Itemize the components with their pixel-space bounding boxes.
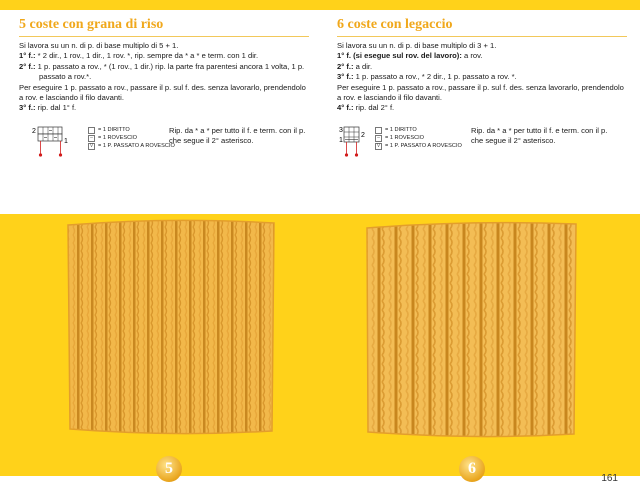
right-row4-text: rip. dal 2° f. xyxy=(355,103,395,113)
swatch-photo-6 xyxy=(364,220,580,438)
legend-knit-right xyxy=(375,126,462,134)
swatch-number-badge-5: 5 xyxy=(156,456,182,482)
legend-purl xyxy=(88,134,175,142)
right-instructions xyxy=(337,41,627,114)
left-row2-text-a: 1 p. passato a rov., * (1 rov., 1 dir.) rip. la parte fra parentesi ancora 1 volta, 1 p. xyxy=(37,61,305,71)
purl-symbol-icon: – xyxy=(88,135,95,142)
right-row2-text: a dir. xyxy=(355,61,373,71)
right-row1-label: 1° f. (si esegue sul rov. del lavoro): xyxy=(337,51,462,61)
left-chart-row-bottom: 1 xyxy=(64,138,68,145)
legend-knit-label: = 1 DIRITTO xyxy=(98,127,130,133)
legend-slip xyxy=(88,142,175,150)
right-stitch-chart xyxy=(339,124,379,164)
right-chart-row-2: 2 xyxy=(361,132,365,139)
legend-knit-label-right: = 1 DIRITTO xyxy=(385,127,417,133)
left-row3-text: rip. dal 1° f. xyxy=(37,103,77,113)
slip-symbol-icon: V xyxy=(89,142,94,149)
left-row1 xyxy=(19,51,309,61)
left-column xyxy=(19,16,309,114)
legend-purl-label: = 1 ROVESCIO xyxy=(98,135,138,141)
right-note: Rip. da * a * per tutto il f. e term. con il p. che segue il 2° asterisco. xyxy=(471,126,608,146)
right-chart-row-3: 3 xyxy=(339,127,343,134)
legend-purl-right xyxy=(375,134,462,142)
purl-symbol-icon: – xyxy=(375,135,382,142)
left-paragraph: Per eseguire 1 p. passato a rov., passare il p. sul f. des. senza lavorarlo, prendendolo a rov. e lasciando il filo davanti. xyxy=(19,82,306,103)
legend-purl-label-right: = 1 ROVESCIO xyxy=(385,135,425,141)
left-row3-label: 3° f.: xyxy=(19,103,36,113)
left-row2-cont: passato a rov.*. xyxy=(39,72,92,82)
slip-symbol-icon: V xyxy=(376,142,381,149)
swatch-photo-5 xyxy=(66,219,278,436)
right-row2-label: 2° f.: xyxy=(337,61,354,71)
left-chart-row-top: 2 xyxy=(32,128,36,135)
left-note: Rip. da * a * per tutto il f. e term. con il p. che segue il 2° asterisco. xyxy=(169,126,306,146)
left-row1-label: 1° f.: xyxy=(19,51,36,61)
right-row4 xyxy=(337,103,627,113)
right-row3-text: 1 p. passato a rov., * 2 dir., 1 p. passato a rov. *. xyxy=(355,72,517,82)
left-instructions xyxy=(19,41,309,114)
right-title: 6 coste con legaccio xyxy=(337,16,627,37)
top-accent-bar xyxy=(0,0,640,10)
right-row1 xyxy=(337,51,627,61)
legend-slip-label-right: = 1 P. PASSATO A ROVESCIO xyxy=(385,143,462,149)
right-row1-text: a rov. xyxy=(463,51,483,61)
left-stitch-chart xyxy=(32,124,92,160)
right-row3 xyxy=(337,72,627,82)
knit-symbol-icon xyxy=(375,127,382,134)
right-legend xyxy=(375,126,462,150)
right-column xyxy=(337,16,627,114)
right-intro: Si lavora su un n. di p. di base multiplo di 3 + 1. xyxy=(337,41,497,50)
left-legend xyxy=(88,126,175,150)
legend-slip-label: = 1 P. PASSATO A ROVESCIO xyxy=(98,143,175,149)
legend-slip-right xyxy=(375,142,462,150)
swatch-number-badge-6: 6 xyxy=(459,456,485,482)
left-intro: Si lavora su un n. di p. di base multiplo di 5 + 1. xyxy=(19,41,179,50)
left-row3 xyxy=(19,103,309,113)
page-number: 161 xyxy=(601,473,618,484)
left-row2 xyxy=(19,62,309,72)
right-row3-label: 3° f.: xyxy=(337,72,354,82)
legend-knit xyxy=(88,126,175,134)
right-row4-label: 4° f.: xyxy=(337,103,354,113)
left-row1-text: * 2 dir., 1 rov., 1 dir., 1 rov. *, rip. sempre da * a * e term. con 1 dir. xyxy=(37,51,259,61)
right-row2 xyxy=(337,62,627,72)
knit-symbol-icon xyxy=(88,127,95,134)
right-chart-row-1: 1 xyxy=(339,137,343,144)
left-row2-label: 2° f.: xyxy=(19,61,36,71)
right-paragraph: Per eseguire 1 p. passato a rov., passare il p. sul f. des. senza lavorarlo, prendendolo a rov. e lasciando il filo davanti. xyxy=(337,82,624,103)
left-title: 5 coste con grana di riso xyxy=(19,16,309,37)
